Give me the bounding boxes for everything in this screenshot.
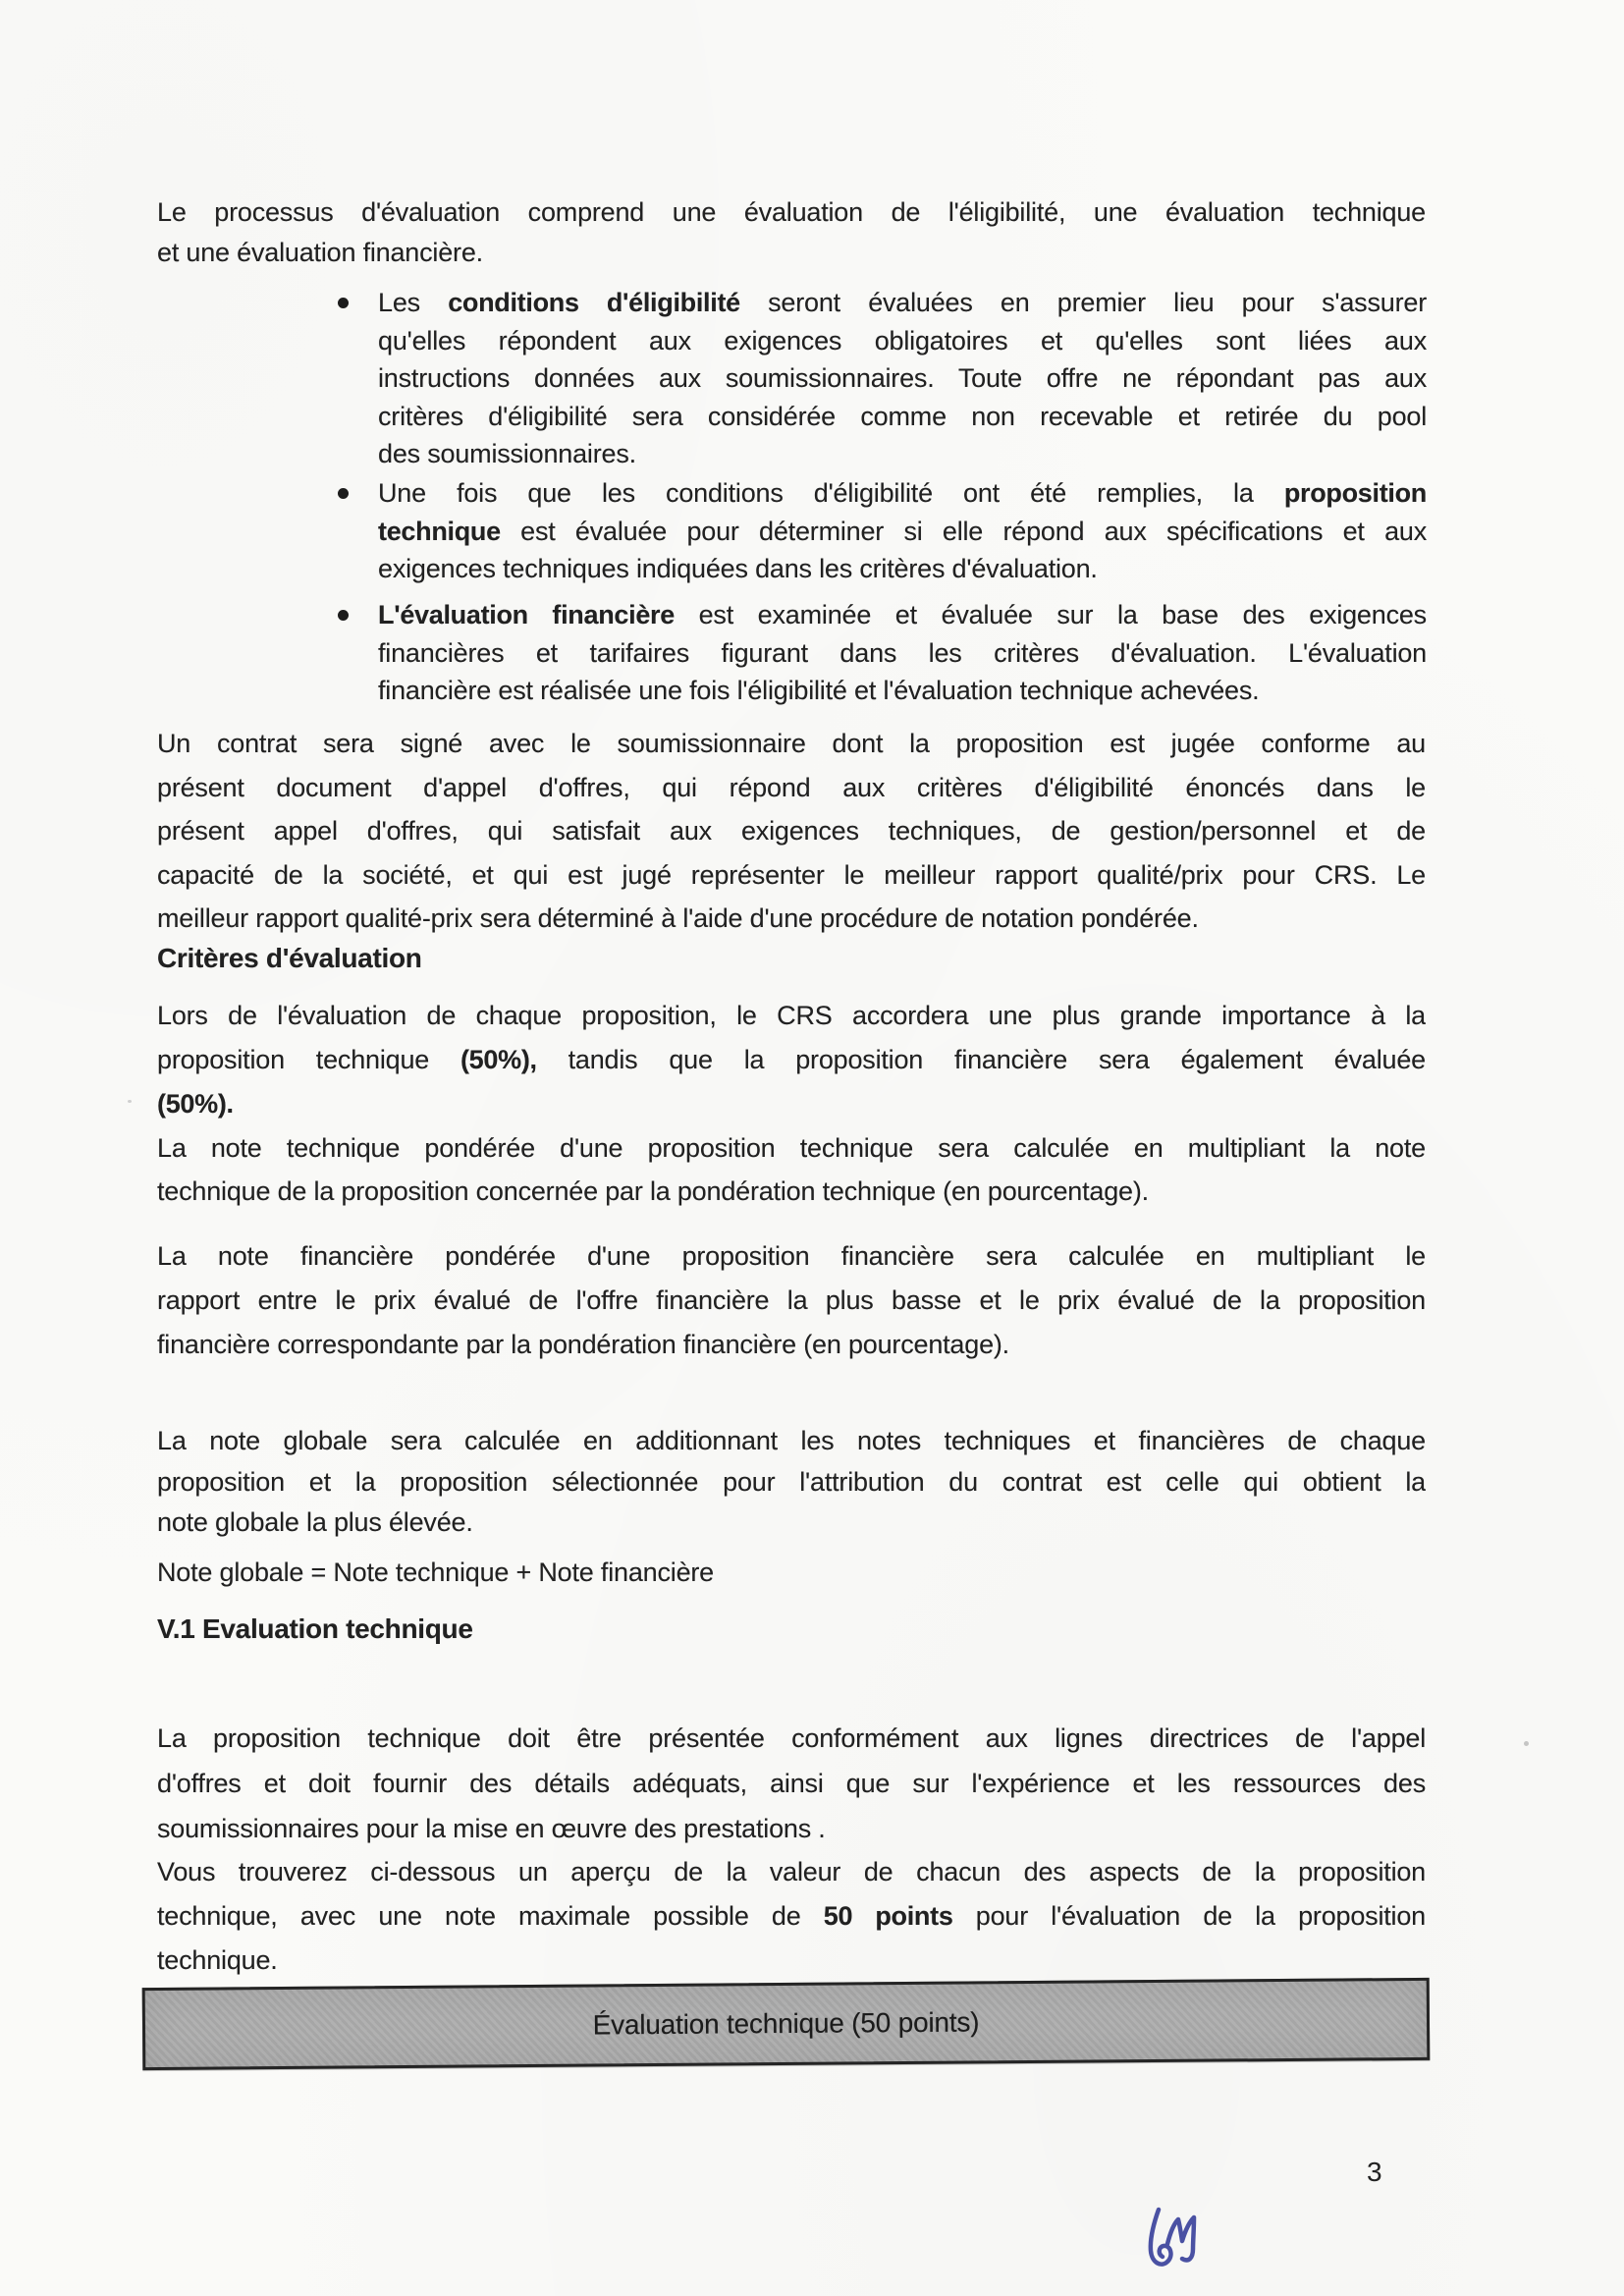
text-line: La note financière pondérée d'une proposition financière sera calculée en multipliant le [157, 1241, 1426, 1271]
text-line: V.1 Evaluation technique [157, 1613, 473, 1644]
text-line: proposition technique (50%), tandis que la proposition financière sera également évaluée [157, 1045, 1426, 1074]
text-line: technique, avec une note maximale possible de 50 points pour l'évaluation de la proposition [157, 1901, 1426, 1931]
banner-title: Évaluation technique (50 points) [592, 2006, 980, 2041]
text-line: La proposition technique doit être présentée conformément aux lignes directrices de l'appel [157, 1723, 1426, 1753]
scan-speck [128, 1100, 132, 1103]
text-line: Lors de l'évaluation de chaque proposition, le CRS accordera une plus grande importance à la [157, 1001, 1426, 1030]
text-line: financières et tarifaires figurant dans les critères d'évaluation. L'évaluation [378, 637, 1427, 668]
bullet-item-financial-evaluation [378, 596, 1427, 710]
text-line: meilleur rapport qualité-prix sera déterminé à l'aide d'une procédure de notation pondérée. [157, 903, 1199, 933]
text-line: (50%). [157, 1089, 234, 1119]
heading-v1-technical-evaluation [157, 1610, 1426, 1649]
text-line: La note globale sera calculée en additionnant les notes techniques et financières de chaque [157, 1426, 1426, 1455]
paragraph-technical-score [157, 1126, 1426, 1213]
text-line: et une évaluation financière. [157, 238, 483, 267]
text-line: technique. [157, 1945, 278, 1975]
text-line: technique de la proposition concernée par la pondération technique (en pourcentage). [157, 1176, 1149, 1206]
formula-global-score [157, 1553, 1426, 1592]
text-line: des soumissionnaires. [378, 439, 636, 468]
text-line: rapport entre le prix évalué de l'offre financière la plus basse et le prix évalué de la proposition [157, 1285, 1426, 1315]
paragraph-technical-proposal-guidelines [157, 1716, 1426, 1851]
text-line: Une fois que les conditions d'éligibilité ont été remplies, la proposition [378, 478, 1427, 508]
text-line: exigences techniques indiquées dans les critères d'évaluation. [378, 554, 1098, 583]
paragraph-weighting [157, 994, 1426, 1126]
text-line: soumissionnaires pour la mise en œuvre des prestations . [157, 1814, 826, 1843]
bullet-item-eligibility [378, 284, 1427, 473]
text-line: Note globale = Note technique + Note financière [157, 1558, 714, 1587]
text-line: note globale la plus élevée. [157, 1507, 473, 1537]
text-line: Le processus d'évaluation comprend une évaluation de l'éligibilité, une évaluation technique [157, 197, 1426, 227]
paragraph-contract-award [157, 722, 1426, 941]
text-line: qu'elles répondent aux exigences obligatoires et qu'elles sont liées aux [378, 325, 1427, 355]
paragraph-intro [157, 192, 1426, 273]
text-line: présent appel d'offres, qui satisfait aux exigences techniques, de gestion/personnel et de [157, 816, 1426, 846]
text-line: Vous trouverez ci-dessous un aperçu de la valeur de chacun des aspects de la proposition [157, 1857, 1426, 1886]
text-line: proposition et la proposition sélectionnée pour l'attribution du contrat est celle qui obtient la [157, 1466, 1426, 1497]
text-line: d'offres et doit fournir des détails adéquats, ainsi que sur l'expérience et les ressources des [157, 1769, 1426, 1798]
text-line: présent document d'appel d'offres, qui répond aux critères d'éligibilité énoncés dans le [157, 772, 1426, 802]
text-line: technique est évaluée pour déterminer si elle répond aux spécifications et aux [378, 516, 1427, 546]
text-line: Les conditions d'éligibilité seront évaluées en premier lieu pour s'assurer [378, 288, 1427, 317]
page-number: 3 [1367, 2157, 1382, 2187]
text-line: financière est réalisée une fois l'éligibilité et l'évaluation technique achevées. [378, 676, 1260, 705]
text-line: Un contrat sera signé avec le soumissionnaire dont la proposition est jugée conforme au [157, 729, 1426, 758]
text-line: capacité de la société, et qui est jugé représenter le meilleur rapport qualité/prix pour CRS. Le [157, 859, 1426, 890]
bullet-item-technical-proposal [378, 474, 1427, 588]
scan-speck [1524, 1741, 1529, 1746]
text-line: La note technique pondérée d'une proposition technique sera calculée en multipliant la note [157, 1133, 1426, 1163]
text-line: L'évaluation financière est examinée et évaluée sur la base des exigences [378, 600, 1427, 629]
text-line: financière correspondante par la pondération financière (en pourcentage). [157, 1330, 1009, 1359]
paragraph-points-overview [157, 1850, 1426, 1983]
paragraph-global-score [157, 1421, 1426, 1544]
text-line: critères d'éligibilité sera considérée comme non recevable et retirée du pool [378, 401, 1427, 431]
handwritten-initials-icon [1135, 2198, 1214, 2288]
technical-evaluation-table-header [142, 1978, 1431, 2070]
text-line: Critères d'évaluation [157, 943, 422, 973]
text-line: instructions données aux soumissionnaires. Toute offre ne répondant pas aux [378, 363, 1427, 393]
heading-evaluation-criteria [157, 939, 1426, 978]
paragraph-financial-score [157, 1234, 1426, 1367]
